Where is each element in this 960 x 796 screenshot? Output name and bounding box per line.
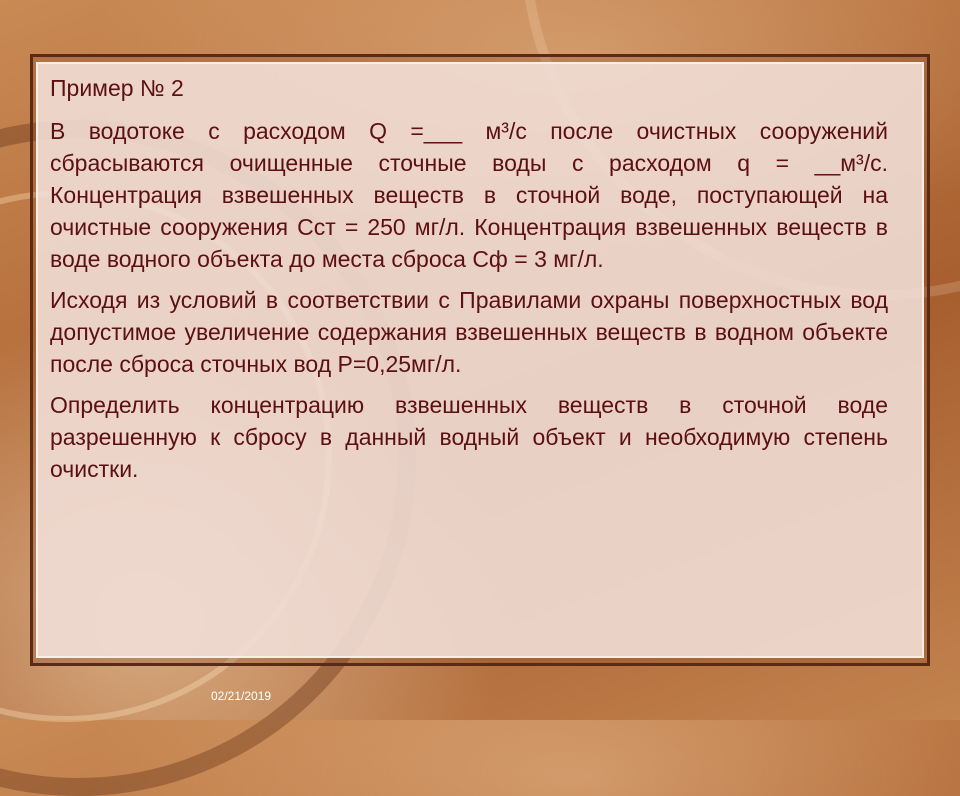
slide-body — [50, 72, 888, 494]
paragraph-conditions: Исходя из условий в соответствии с Правилами охраны поверхностных вод допустимое увеличение содержания взвешенных веществ в водном объекте после сброса сточных вод Р=0,25мг/л. — [50, 287, 888, 377]
paragraph-problem-statement: В водотоке с расходом Q =___ м³/с после очистных сооружений сбрасываются очищенные сточные воды с расходом q = __м³/с. Концентрация взвешенных веществ в сточной воде, поступающей на очистные сооружения Сст = 250 мг/л. Концентрация взвешенных веществ в воде водного объекта до места сброса Сф = 3 мг/л. — [50, 118, 888, 272]
slide-content-panel — [36, 62, 924, 658]
slide-date: 02/21/2019 — [211, 689, 272, 703]
paragraph-task: Определить концентрацию взвешенных веществ в сточной воде разрешенную к сбросу в данный водный объект и необходимую степень очистки. — [50, 392, 888, 482]
slide-title: Пример № 2 — [50, 75, 184, 101]
